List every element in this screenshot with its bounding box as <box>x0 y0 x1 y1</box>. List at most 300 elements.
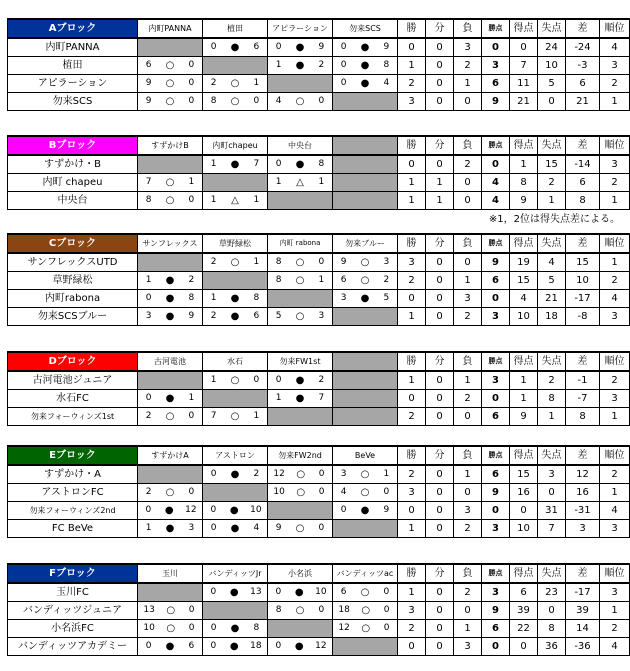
away-score: 2 <box>318 375 325 385</box>
team-name: 勿来フォーウィンズ2nd <box>8 502 138 520</box>
opponent-header: 古河電池 <box>138 352 203 371</box>
result-mark: ● <box>360 42 370 53</box>
home-score: 0 <box>145 505 152 515</box>
team-row <box>8 390 630 408</box>
result-mark: ● <box>230 623 240 634</box>
self-match-cell <box>138 253 203 272</box>
home-score: 0 <box>340 60 347 70</box>
opponent-header: 玉川 <box>138 564 203 583</box>
team-row <box>8 93 630 111</box>
home-score: 0 <box>340 505 347 515</box>
tiebreak-note: ※1，2位は得失点差による。 <box>488 214 620 225</box>
match-result <box>138 484 203 502</box>
stat-value: -8 <box>566 308 600 326</box>
stat-value: 0 <box>538 484 566 502</box>
stat-value: 0 <box>454 602 482 620</box>
home-score: 8 <box>275 275 282 285</box>
result-mark: ● <box>295 393 305 404</box>
match-result <box>203 520 268 538</box>
away-score: 0 <box>318 469 325 479</box>
self-match-cell <box>203 57 268 75</box>
team-name: 玉川FC <box>8 583 138 602</box>
team-row <box>8 272 630 290</box>
home-score: 18 <box>338 605 350 615</box>
result-mark: ○ <box>165 487 175 498</box>
stat-value: 2 <box>398 272 426 290</box>
match-result <box>138 602 203 620</box>
team-name: バンディッツジュニア <box>8 602 138 620</box>
result-mark: ○ <box>165 411 175 422</box>
stat-header: 得点 <box>510 136 538 155</box>
team-name: 内町PANNA <box>8 38 138 57</box>
away-score: 0 <box>188 78 195 88</box>
home-score: 9 <box>145 96 152 106</box>
stat-value: 3 <box>454 290 482 308</box>
stat-value: 2 <box>600 465 630 484</box>
stat-value: 1 <box>510 390 538 408</box>
self-match-cell <box>268 408 333 426</box>
away-score: 12 <box>315 641 327 651</box>
away-score: 2 <box>188 275 195 285</box>
stat-value: -31 <box>566 502 600 520</box>
stat-value: 2 <box>398 75 426 93</box>
away-score: 0 <box>318 605 325 615</box>
stat-value: 2 <box>398 408 426 426</box>
match-result <box>333 272 398 290</box>
stat-value: 8 <box>538 620 566 638</box>
stat-value: 9 <box>482 93 510 111</box>
result-mark: ○ <box>230 411 240 422</box>
home-score: 1 <box>275 177 282 187</box>
stat-value: 21 <box>538 290 566 308</box>
stat-value: 0 <box>398 390 426 408</box>
match-result <box>203 620 268 638</box>
result-mark: ● <box>165 523 175 534</box>
result-mark: ● <box>165 293 175 304</box>
home-score: 4 <box>275 96 282 106</box>
self-match-cell <box>268 290 333 308</box>
stat-value: 0 <box>426 57 454 75</box>
away-score: 1 <box>253 195 260 205</box>
home-score: 0 <box>145 641 152 651</box>
team-name: 小名浜FC <box>8 620 138 638</box>
result-mark: ○ <box>165 78 175 89</box>
block-name: Fブロック <box>8 564 138 583</box>
result-mark: ● <box>230 311 240 322</box>
stat-value: 6 <box>482 75 510 93</box>
stat-value: 15 <box>510 465 538 484</box>
stat-value: 3 <box>600 155 630 174</box>
stat-header: 順位 <box>600 19 630 38</box>
result-mark: ● <box>294 587 304 598</box>
team-name: 内町 chapeu <box>8 174 138 192</box>
match-result <box>333 465 398 484</box>
stat-value: 9 <box>510 192 538 210</box>
away-score: 12 <box>185 505 197 515</box>
home-score: 4 <box>340 487 347 497</box>
stat-header: 順位 <box>600 446 630 465</box>
stat-value: 10 <box>510 308 538 326</box>
team-name: 草野緑松 <box>8 272 138 290</box>
stat-header: 負 <box>454 352 482 371</box>
away-score: 0 <box>318 96 325 106</box>
away-score: 0 <box>383 487 390 497</box>
self-match-cell <box>268 502 333 520</box>
home-score: 6 <box>340 275 347 285</box>
home-score: 13 <box>143 605 155 615</box>
stat-header: 勝点 <box>482 564 510 583</box>
away-score: 0 <box>383 587 390 597</box>
stat-value: 1 <box>510 371 538 390</box>
stat-value: 0 <box>426 290 454 308</box>
away-score: 8 <box>318 159 325 169</box>
away-score: 1 <box>318 177 325 187</box>
away-score: 9 <box>318 42 325 52</box>
home-score: 10 <box>273 487 285 497</box>
stat-value: 21 <box>566 93 600 111</box>
stat-value: 4 <box>510 290 538 308</box>
opponent-header: 中央台 <box>268 136 333 155</box>
home-score: 9 <box>275 523 282 533</box>
team-name: 勿来フォーウィンズ1st <box>8 408 138 426</box>
team-row <box>8 371 630 390</box>
away-score: 3 <box>318 311 325 321</box>
block-table-5 <box>7 563 630 656</box>
match-result <box>138 502 203 520</box>
self-match-cell <box>203 602 268 620</box>
stat-header: 失点 <box>538 19 566 38</box>
stat-value: 0 <box>482 638 510 656</box>
home-score: 0 <box>210 623 217 633</box>
result-mark: ● <box>230 469 240 480</box>
team-row <box>8 290 630 308</box>
stat-value: 3 <box>538 465 566 484</box>
stat-header: 分 <box>426 19 454 38</box>
result-mark: ● <box>165 311 175 322</box>
result-mark: ● <box>360 505 370 516</box>
stat-value: 3 <box>454 638 482 656</box>
stat-value: 0 <box>426 75 454 93</box>
match-result <box>268 638 333 656</box>
result-mark: ● <box>164 505 174 516</box>
home-score: 8 <box>275 257 282 267</box>
away-score: 9 <box>383 505 390 515</box>
team-row <box>8 502 630 520</box>
team-name: すずかけ・A <box>8 465 138 484</box>
stat-value: 9 <box>482 484 510 502</box>
match-result <box>268 371 333 390</box>
match-result <box>138 620 203 638</box>
stat-value: 8 <box>566 408 600 426</box>
match-result <box>138 308 203 326</box>
opponent-header: 勿来FW1st <box>268 352 333 371</box>
stat-value: 0 <box>398 502 426 520</box>
away-score: 13 <box>250 587 262 597</box>
match-result <box>138 192 203 210</box>
result-mark: ○ <box>165 195 175 206</box>
stat-value: 10 <box>538 57 566 75</box>
home-score: 0 <box>210 641 217 651</box>
stat-header: 差 <box>566 136 600 155</box>
result-mark: ○ <box>165 60 175 71</box>
result-mark: ○ <box>296 487 306 498</box>
stat-value: 1 <box>398 57 426 75</box>
stat-header: 分 <box>426 234 454 253</box>
stat-value: 2 <box>454 520 482 538</box>
home-score: 2 <box>210 78 217 88</box>
opponent-header: 小名浜 <box>268 564 333 583</box>
home-score: 7 <box>145 177 152 187</box>
match-result <box>333 583 398 602</box>
away-score: 3 <box>188 523 195 533</box>
home-score: 0 <box>275 42 282 52</box>
self-match-cell <box>138 583 203 602</box>
stat-value: 6 <box>566 174 600 192</box>
result-mark: ● <box>360 60 370 71</box>
home-score: 1 <box>210 375 217 385</box>
stat-value: 23 <box>538 583 566 602</box>
match-result <box>333 57 398 75</box>
away-score: 0 <box>383 605 390 615</box>
stat-header: 得点 <box>510 446 538 465</box>
match-result <box>203 502 268 520</box>
away-score: 9 <box>188 311 195 321</box>
stat-header: 得点 <box>510 234 538 253</box>
stat-value: 7 <box>538 520 566 538</box>
stat-value: 0 <box>510 38 538 57</box>
home-score: 5 <box>275 311 282 321</box>
away-score: 0 <box>318 487 325 497</box>
away-score: 2 <box>318 60 325 70</box>
stat-header: 失点 <box>538 136 566 155</box>
stat-header: 失点 <box>538 446 566 465</box>
block-name: Cブロック <box>8 234 138 253</box>
stat-value: 39 <box>510 602 538 620</box>
stat-value: 2 <box>454 583 482 602</box>
stat-value: 0 <box>426 638 454 656</box>
stat-value: 0 <box>426 308 454 326</box>
home-score: 1 <box>210 159 217 169</box>
self-match-cell <box>268 192 333 210</box>
stat-value: 3 <box>600 520 630 538</box>
stat-header: 勝点 <box>482 446 510 465</box>
opponent-header: サンフレックス <box>138 234 203 253</box>
away-score: 1 <box>253 257 260 267</box>
stat-value: 3 <box>482 308 510 326</box>
team-name: バンディッツアカデミー <box>8 638 138 656</box>
away-score: 0 <box>383 623 390 633</box>
stat-value: 14 <box>566 620 600 638</box>
stat-value: 0 <box>426 520 454 538</box>
result-mark: ○ <box>360 587 370 598</box>
stat-value: 4 <box>482 192 510 210</box>
team-name: すずかけ・B <box>8 155 138 174</box>
stat-value: -1 <box>566 371 600 390</box>
block-table-3 <box>7 351 630 426</box>
away-score: 0 <box>188 60 195 70</box>
home-score: 12 <box>273 469 285 479</box>
home-score: 0 <box>275 375 282 385</box>
stat-value: 0 <box>454 192 482 210</box>
stat-value: 3 <box>482 57 510 75</box>
stat-value: -14 <box>566 155 600 174</box>
home-score: 0 <box>340 42 347 52</box>
home-score: 2 <box>145 487 152 497</box>
home-score: 9 <box>340 257 347 267</box>
away-score: 1 <box>188 393 195 403</box>
stat-header: 差 <box>566 564 600 583</box>
stat-value: 1 <box>398 371 426 390</box>
away-score: 0 <box>318 523 325 533</box>
stat-value: 0 <box>426 620 454 638</box>
opponent-header: バンディッツJr <box>203 564 268 583</box>
stat-value: -7 <box>566 390 600 408</box>
team-row <box>8 253 630 272</box>
match-result <box>138 57 203 75</box>
match-result <box>333 75 398 93</box>
stat-value: 31 <box>538 502 566 520</box>
stat-value: 12 <box>566 465 600 484</box>
stat-value: 24 <box>538 38 566 57</box>
stat-value: 1 <box>454 620 482 638</box>
block-name: Eブロック <box>8 446 138 465</box>
match-result <box>268 253 333 272</box>
team-row <box>8 308 630 326</box>
stat-value: 22 <box>510 620 538 638</box>
stat-value: 6 <box>482 620 510 638</box>
home-score: 8 <box>145 195 152 205</box>
match-result <box>203 408 268 426</box>
stat-value: 2 <box>398 465 426 484</box>
stat-value: 3 <box>398 484 426 502</box>
match-result <box>138 272 203 290</box>
match-result <box>203 38 268 57</box>
home-score: 1 <box>275 60 282 70</box>
stat-value: 0 <box>398 638 426 656</box>
stat-value: 1 <box>510 155 538 174</box>
team-row <box>8 465 630 484</box>
stat-value: 0 <box>426 253 454 272</box>
result-mark: ● <box>230 42 240 53</box>
stat-header: 分 <box>426 564 454 583</box>
empty-cell <box>333 192 398 210</box>
stat-value: 0 <box>510 502 538 520</box>
home-score: 0 <box>145 393 152 403</box>
away-score: 6 <box>253 42 260 52</box>
stat-value: 2 <box>600 272 630 290</box>
match-result <box>268 38 333 57</box>
opponent-header: 勿来ブルー <box>333 234 398 253</box>
stat-value: 1 <box>538 192 566 210</box>
result-mark: ● <box>294 641 304 652</box>
empty-cell <box>333 174 398 192</box>
stat-value: 15 <box>566 253 600 272</box>
block-table-1 <box>7 135 630 210</box>
away-score: 10 <box>250 505 262 515</box>
result-mark: ● <box>295 159 305 170</box>
result-mark: ○ <box>360 469 370 480</box>
result-mark: ● <box>360 293 370 304</box>
stat-value: 1 <box>398 192 426 210</box>
stat-value: 8 <box>538 390 566 408</box>
self-match-cell <box>333 93 398 111</box>
stat-value: 10 <box>510 520 538 538</box>
empty-cell <box>333 408 398 426</box>
stat-value: 7 <box>510 57 538 75</box>
self-match-cell <box>333 520 398 538</box>
stat-value: 3 <box>398 602 426 620</box>
stat-value: 15 <box>538 155 566 174</box>
team-name: アピラーション <box>8 75 138 93</box>
stat-value: 0 <box>426 272 454 290</box>
stat-value: 2 <box>600 174 630 192</box>
home-score: 0 <box>275 641 282 651</box>
self-match-cell <box>138 465 203 484</box>
self-match-cell <box>268 620 333 638</box>
result-mark: ● <box>165 641 175 652</box>
stat-value: 6 <box>510 583 538 602</box>
stat-value: 4 <box>600 502 630 520</box>
stat-value: 8 <box>510 174 538 192</box>
home-score: 2 <box>210 257 217 267</box>
stat-value: 0 <box>482 155 510 174</box>
block-table-0 <box>7 18 630 111</box>
home-score: 8 <box>210 96 217 106</box>
result-mark: △ <box>296 177 304 188</box>
stat-value: 1 <box>454 371 482 390</box>
stat-value: 0 <box>454 253 482 272</box>
result-mark: ○ <box>295 257 305 268</box>
result-mark: ● <box>295 375 305 386</box>
away-score: 0 <box>188 195 195 205</box>
opponent-header: 内町chapeu <box>203 136 268 155</box>
stat-value: 0 <box>482 290 510 308</box>
stat-value: 0 <box>454 174 482 192</box>
stat-value: 1 <box>426 192 454 210</box>
home-score: 0 <box>275 159 282 169</box>
away-score: 0 <box>188 487 195 497</box>
match-result <box>203 371 268 390</box>
result-mark: ○ <box>166 605 176 616</box>
opponent-header: バンディッツac <box>333 564 398 583</box>
stat-header: 得点 <box>510 352 538 371</box>
away-score: 3 <box>383 257 390 267</box>
match-result <box>203 465 268 484</box>
stat-value: 4 <box>600 638 630 656</box>
stat-value: 1 <box>398 174 426 192</box>
stat-header: 負 <box>454 19 482 38</box>
stat-value: 3 <box>600 390 630 408</box>
stat-value: 5 <box>538 75 566 93</box>
match-result <box>138 390 203 408</box>
opponent-header: アピラーション <box>268 19 333 38</box>
match-result <box>203 75 268 93</box>
stat-header: 順位 <box>600 234 630 253</box>
team-name: 植田 <box>8 57 138 75</box>
match-result <box>203 583 268 602</box>
stat-value: 16 <box>510 484 538 502</box>
stat-value: 9 <box>482 602 510 620</box>
block-name: Bブロック <box>8 136 138 155</box>
stat-value: -17 <box>566 290 600 308</box>
stat-value: 1 <box>600 484 630 502</box>
away-score: 18 <box>250 641 262 651</box>
stat-value: 0 <box>426 38 454 57</box>
block-name: Dブロック <box>8 352 138 371</box>
match-result <box>138 520 203 538</box>
block-name: Aブロック <box>8 19 138 38</box>
match-result <box>268 583 333 602</box>
